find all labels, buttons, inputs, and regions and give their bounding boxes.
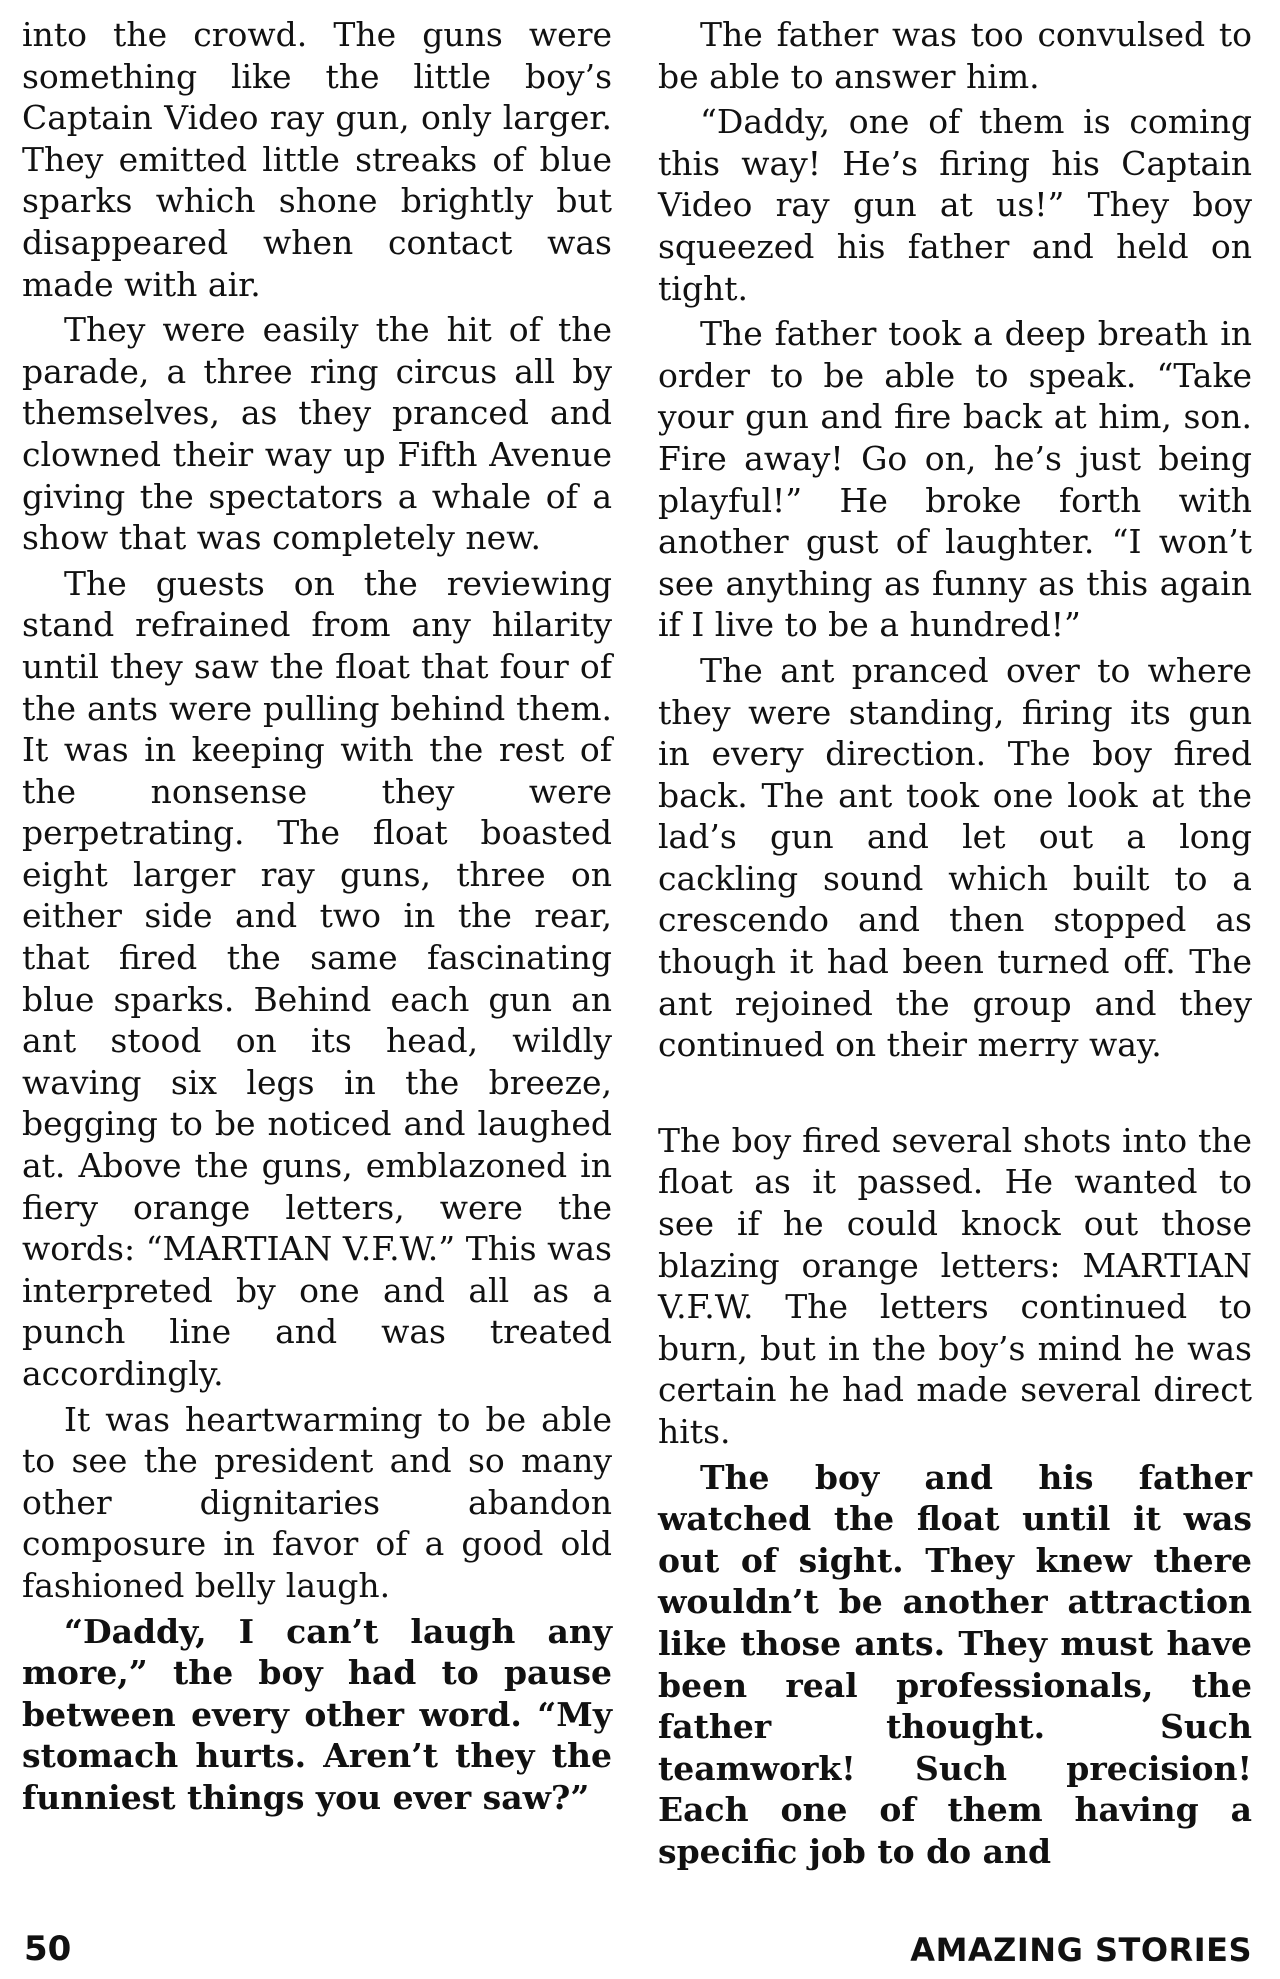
paragraph: The ant pranced over to where they were standing, firing its gun in every direction. The boy fired back. The ant took one look at the lad’s gun and let out a long cackling sound which built to a crescendo and then stopped as though it had been turned off. The ant rejoined the group and they continued on their merry way. (658, 650, 1252, 1065)
paragraph: It was heartwarming to be able to see the president and so many other dignitaries abandon composure in favor of a good old fashioned belly laugh. (22, 1399, 612, 1605)
paragraph: They were easily the hit of the parade, a three ring circus all by themselves, as they pranced and clowned their way up Fifth Avenue giving the spectators a whale of a show that was completely new. (22, 310, 612, 558)
right-column (658, 14, 1252, 1877)
paragraph: “Daddy, one of them is coming this way! He’s firing his Captain Video ray gun at us!” They boy squeezed his father and held on tight. (658, 102, 1252, 308)
left-column (22, 14, 612, 1823)
paragraph: The guests on the reviewing stand refrained from any hilarity until they saw the float that four of the ants were pulling behind them. It was in keeping with the rest of the nonsense they were perpetrating. The float boasted eight larger ray guns, three on either side and two in the rear, that fired the same fascinating blue sparks. Behind each gun an ant stood on its head, wildly waving six legs in the breeze, begging to be noticed and laughed at. Above the guns, emblazoned in fiery orange letters, were the words: “MARTIAN V.F.W.” This was interpreted by one and all as a punch line and was treated accordingly. (22, 563, 612, 1393)
paragraph: The father was too convulsed to be able to answer him. (658, 15, 1252, 96)
magazine-title: AMAZING STORIES (910, 1931, 1252, 1969)
paragraph: “Daddy, I can’t laugh any more,” the boy had to pause between every other word. “My stomach hurts. Aren’t they the funniest things you ever saw?” (22, 1611, 612, 1817)
page-number: 50 (24, 1929, 72, 1969)
paragraph: The father took a deep breath in order to be able to speak. “Take your gun and fire back at him, son. Fire away! Go on, he’s just being playful!” He broke forth with another gust of laughter. “I won’t see anything as funny as this again if I live to be a hundred!” (658, 314, 1252, 645)
paragraph: The boy fired several shots into the float as it passed. He wanted to see if he could knock out those blazing orange letters: MARTIAN V.F.W. The letters continued to burn, but in the boy’s mind he was certain he had made several direct hits. (658, 1120, 1252, 1451)
paragraph: The boy and his father watched the float until it was out of sight. They knew there wouldn’t be another attraction like those ants. They must have been real professionals, the father thought. Such teamwork! Such precision! Each one of them having a specific job to do and (658, 1457, 1252, 1871)
paragraph: into the crowd. The guns were something like the little boy’s Captain Video ray gun, only larger. They emitted little streaks of blue sparks which shone brightly but disappeared when contact was made with air. (22, 15, 612, 304)
